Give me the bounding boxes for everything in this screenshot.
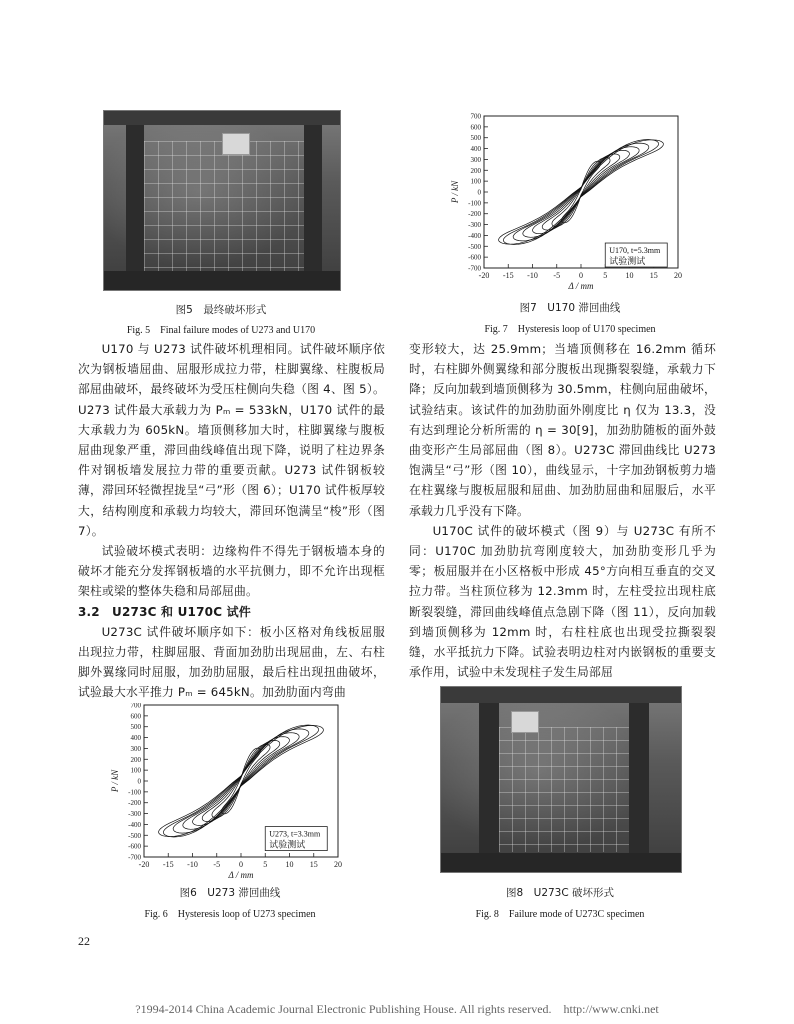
x-tick-label: -20 — [478, 271, 490, 280]
copyright-footer: ?1994-2014 China Academic Journal Electronic Publishing House. All rights reserved. http://www.cnki.net — [135, 1002, 659, 1016]
hysteresis-loop-2 — [212, 744, 270, 817]
fig8-caption-cn: 图8 U273C 破坏形式 — [505, 887, 615, 899]
y-tick-label: 300 — [130, 744, 141, 753]
hysteresis-loop-6 — [513, 143, 649, 241]
x-axis-label: Δ / mm — [568, 281, 594, 291]
x-tick-label: 0 — [239, 860, 243, 869]
left-column — [78, 339, 385, 703]
x-tick-label: 10 — [625, 271, 634, 280]
y-tick-label: 600 — [130, 712, 141, 721]
legend-test-label: 试验测试 — [269, 839, 306, 850]
y-tick-label: 200 — [470, 166, 481, 175]
x-tick-label: 15 — [309, 860, 318, 869]
hysteresis-loop-6 — [173, 729, 309, 833]
y-tick-label: 700 — [130, 703, 141, 710]
fig5-photo — [103, 110, 341, 291]
fig6-caption-cn: 图6 U273 滞回曲线 — [179, 887, 281, 899]
y-tick-label: -500 — [128, 831, 141, 840]
left-paragraph-2: 试验破坏模式表明：边缘构件不得先于钢板墙本身的破坏才能充分发挥钢板墙的水平抗侧力，即不允许出现框架柱或梁的整体失稳和局部屈曲。 — [78, 544, 385, 599]
x-tick-label: -10 — [527, 271, 538, 280]
fig6-chart — [100, 703, 360, 883]
y-tick-label: -600 — [468, 253, 481, 262]
hysteresis-loop-5 — [523, 147, 639, 238]
fig5-caption-cn: 图5 最终破坏形式 — [175, 304, 267, 316]
x-tick-label: -10 — [187, 860, 198, 869]
x-tick-label: -5 — [553, 271, 561, 280]
legend-specimen: U170, t=5.3mm — [609, 246, 661, 256]
y-tick-label: -600 — [128, 842, 141, 851]
right-paragraph-1: 变形较大，达 25.9mm；当墙顶侧移在 16.2mm 循环时，右柱脚外侧翼缘和部分腹板出现撕裂裂缝，承载力下降；反向加载到墙顶侧移为 30.5mm，柱侧向屈曲破坏，试验结束。该试件的加劲肋面外刚度比 η 仅为 13.3，没有达到理论分析所需的 η = 30[9]，加劲肋随板的面外鼓曲变形产生局部屈曲（图 8）。U273C 滞回曲线比 U273 饱满呈“弓”形（图 10），曲线显示，十字加劲钢板剪力墙在柱翼缘与腹板屈服和屈曲、加劲肋屈曲和屈服后，水平承载力几乎没有下降。 — [409, 342, 716, 518]
right-column — [409, 339, 716, 682]
y-tick-label: -300 — [468, 221, 481, 230]
y-tick-label: 600 — [470, 123, 481, 132]
hysteresis-loop-2 — [552, 158, 610, 227]
x-tick-label: -15 — [162, 860, 174, 869]
y-tick-label: -500 — [468, 242, 481, 251]
x-tick-label: 10 — [285, 860, 294, 869]
y-tick-label: 300 — [470, 155, 481, 164]
x-tick-label: 15 — [649, 271, 658, 280]
y-tick-label: 200 — [130, 755, 141, 764]
left-paragraph-3: U273C 试件破坏顺序如下：板小区格对角线板屈服出现拉力带，柱脚屈服、背面加劲肋出现屈曲，左、右柱脚外翼缘同时屈服，加劲肋屈服，最后柱出现扭曲破坏，试验最大水平推力 Pₘ = 645kN。加劲肋面内弯曲 — [78, 624, 385, 700]
page-number: 22 — [78, 934, 90, 948]
y-axis-label: P / kN — [110, 769, 120, 793]
left-paragraph-1: U170 与 U273 试件破坏机理相同。试件破坏顺序依次为钢板墙屈曲、屈服形成拉力带，柱脚翼缘、柱腹板局部屈曲破坏，最终破坏为受压柱侧向失稳（图 4、图 5）。U273 试件最大承载力为 Pₘ = 533kN，U170 试件的最大承载力为 605kN。墙顶侧移加大时，柱脚翼缘与腹板屈曲现象严重，滞回曲线峰值出现下降，说明了柱边界条件对钢板墙发展拉力带的重要贡献。U273 试件钢板较薄，滞回环轻微捏拢呈“弓”形（图 6）；U170 试件板厚较大，结构刚度和承载力均较大，滞回环饱满呈“梭”形（图 7）。 — [78, 342, 385, 538]
y-tick-label: 400 — [470, 145, 481, 154]
x-tick-label: -5 — [213, 860, 221, 869]
y-tick-label: 0 — [477, 188, 481, 197]
y-tick-label: 100 — [130, 766, 141, 775]
y-tick-label: 500 — [470, 134, 481, 143]
y-tick-label: -100 — [128, 788, 141, 797]
hysteresis-loop-3 — [202, 740, 280, 821]
hysteresis-loop-5 — [183, 733, 299, 830]
fig8-caption-en: Fig. 8 Failure mode of U273C specimen — [475, 909, 645, 920]
y-tick-label: -400 — [468, 231, 481, 240]
legend-specimen: U273, t=3.3mm — [269, 829, 321, 839]
section-heading-3-2: 3.2 U273C 和 U170C 试件 — [78, 604, 251, 619]
y-tick-label: 400 — [130, 734, 141, 743]
fig6-caption-en: Fig. 6 Hysteresis loop of U273 specimen — [144, 909, 316, 920]
hysteresis-loop-3 — [542, 154, 620, 230]
x-tick-label: 20 — [674, 271, 682, 280]
x-tick-label: 0 — [579, 271, 583, 280]
fig5-caption-en: Fig. 5 Final failure modes of U273 and U170 — [126, 325, 316, 336]
y-tick-label: -200 — [128, 799, 141, 808]
fig7-caption-cn: 图7 U170 滞回曲线 — [519, 302, 621, 314]
fig7-chart — [440, 110, 700, 294]
right-paragraph-2: U170C 试件的破坏模式（图 9）与 U273C 有所不同：U170C 加劲肋抗弯刚度较大，加劲肋变形几乎为零；板屈服并在小区格板中形成 45°方向相互垂直的交叉拉力带。当柱顶位移为 12.3mm 时，左柱受拉出现柱底断裂裂缝，滞回曲线峰值点急剧下降（图 11），反向加载到墙顶侧移为 12mm 时，右柱柱底也出现受拉撕裂裂缝，水平抵抗力下降。试验表明边柱对内嵌钢板的重要支承作用，试验中未发现柱子发生局部屈 — [409, 523, 716, 680]
x-tick-label: 5 — [263, 860, 268, 869]
y-tick-label: 500 — [130, 723, 141, 732]
y-tick-label: 700 — [470, 112, 481, 121]
x-tick-label: 5 — [603, 271, 608, 280]
y-axis-label: P / kN — [450, 180, 460, 204]
x-tick-label: -15 — [502, 271, 514, 280]
y-tick-label: -700 — [468, 264, 481, 273]
legend-test-label: 试验测试 — [609, 256, 646, 267]
y-tick-label: 100 — [470, 177, 481, 186]
y-tick-label: -400 — [128, 820, 141, 829]
y-tick-label: -300 — [128, 810, 141, 819]
fig7-caption-en: Fig. 7 Hysteresis loop of U170 specimen — [484, 324, 656, 335]
x-tick-label: 20 — [334, 860, 342, 869]
y-tick-label: -200 — [468, 210, 481, 219]
x-axis-label: Δ / mm — [228, 870, 254, 880]
y-tick-label: -700 — [128, 853, 141, 862]
x-tick-label: -20 — [138, 860, 150, 869]
y-tick-label: -100 — [468, 199, 481, 208]
fig8-photo — [440, 686, 682, 873]
y-tick-label: 0 — [137, 777, 141, 786]
